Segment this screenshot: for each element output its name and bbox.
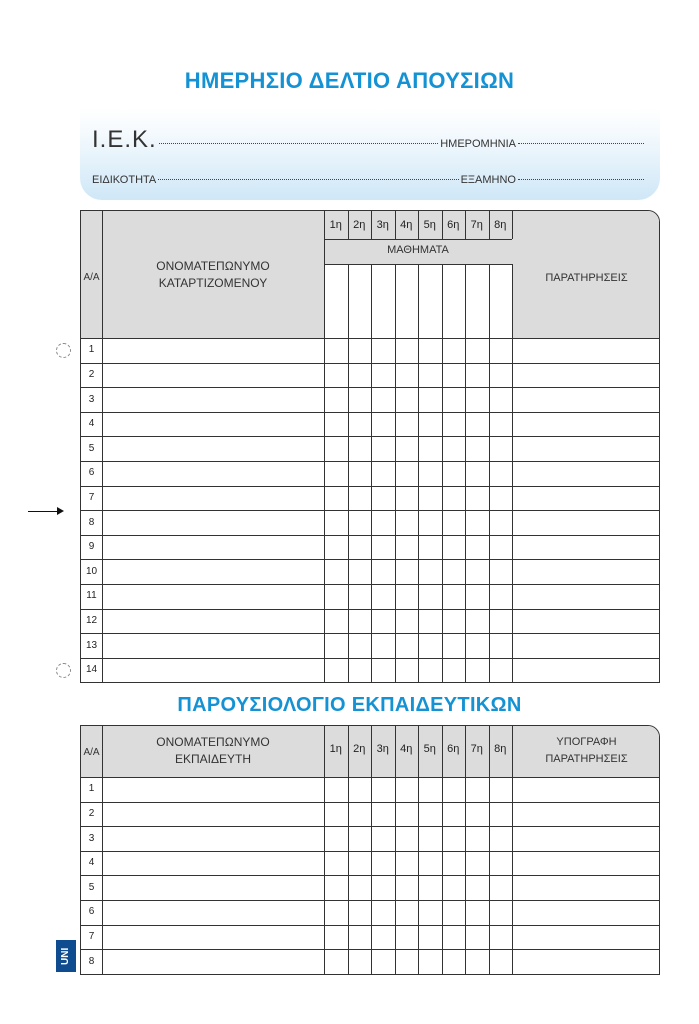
period-cell[interactable] (324, 412, 348, 437)
specialty-field[interactable] (158, 179, 458, 180)
period-cell[interactable] (371, 338, 395, 363)
period-label: 1η (329, 219, 342, 231)
period-label: 4η (400, 219, 413, 231)
period-cell[interactable] (465, 826, 489, 851)
period-cell[interactable] (418, 900, 442, 925)
period-cell[interactable] (489, 875, 513, 900)
period-cell[interactable] (489, 535, 513, 560)
period-cell[interactable] (348, 875, 372, 900)
row-number: 6 (88, 906, 95, 918)
period-cell[interactable] (324, 609, 348, 634)
period-cell[interactable] (348, 338, 372, 363)
period-cell[interactable] (465, 559, 489, 584)
period-cell[interactable] (489, 851, 513, 876)
period-divider (371, 211, 372, 239)
remarks-cell[interactable] (512, 338, 660, 363)
period-cell[interactable] (442, 436, 466, 461)
period-cell[interactable] (348, 461, 372, 486)
period-label: 1η (329, 743, 342, 755)
row-number: 9 (88, 541, 95, 553)
period-label: 8η (494, 219, 507, 231)
period-cell[interactable] (489, 363, 513, 388)
row-number: 8 (88, 955, 95, 967)
period-cell[interactable] (324, 436, 348, 461)
name-cell[interactable] (102, 609, 324, 634)
iek-label: Ι.Ε.Κ. (92, 126, 157, 153)
period-cell[interactable] (371, 461, 395, 486)
period-cell[interactable] (324, 900, 348, 925)
period-label: 5η (423, 743, 436, 755)
period-cell[interactable] (442, 900, 466, 925)
period-cell[interactable] (324, 875, 348, 900)
period-cell[interactable] (324, 826, 348, 851)
name-cell[interactable] (102, 535, 324, 560)
arrow-right-icon (57, 507, 64, 515)
name-cell[interactable] (102, 802, 324, 827)
period-cell[interactable] (465, 461, 489, 486)
period-cell[interactable] (442, 609, 466, 634)
period-cell[interactable] (348, 363, 372, 388)
period-cell[interactable] (418, 461, 442, 486)
period-cell[interactable] (371, 510, 395, 535)
remarks-cell[interactable] (512, 510, 660, 535)
period-cell[interactable] (348, 559, 372, 584)
period-cell[interactable] (348, 510, 372, 535)
remarks-cell[interactable] (512, 875, 660, 900)
period-cell[interactable] (442, 658, 466, 683)
row-number: 6 (88, 467, 95, 479)
period-cell[interactable] (418, 949, 442, 974)
row-number: 2 (88, 368, 95, 380)
remarks-cell[interactable] (512, 535, 660, 560)
period-cell[interactable] (418, 633, 442, 658)
name-cell[interactable] (102, 363, 324, 388)
period-cell[interactable] (395, 363, 419, 388)
period-cell[interactable] (395, 633, 419, 658)
period-cell[interactable] (418, 925, 442, 950)
period-cell[interactable] (442, 633, 466, 658)
period-cell[interactable] (489, 510, 513, 535)
row-number: 2 (88, 807, 95, 819)
period-divider (465, 211, 466, 239)
period-label: 6η (447, 219, 460, 231)
period-cell[interactable] (371, 949, 395, 974)
page-title: ΗΜΕΡΗΣΙΟ ΔΕΛΤΙΟ ΑΠΟΥΣΙΩΝ (184, 68, 515, 93)
period-cell[interactable] (489, 609, 513, 634)
row-number: 12 (85, 614, 98, 626)
name-cell[interactable] (102, 584, 324, 609)
period-cell[interactable] (465, 875, 489, 900)
period-divider (489, 211, 490, 239)
period-cell[interactable] (442, 925, 466, 950)
period-cell[interactable] (395, 559, 419, 584)
period-cell[interactable] (418, 535, 442, 560)
period-cell[interactable] (489, 802, 513, 827)
name-cell[interactable] (102, 851, 324, 876)
period-cell[interactable] (348, 802, 372, 827)
period-cell[interactable] (371, 851, 395, 876)
period-cell[interactable] (395, 925, 419, 950)
period-divider (442, 211, 443, 239)
row-number: 5 (88, 881, 95, 893)
name-cell[interactable] (102, 559, 324, 584)
name-cell[interactable] (102, 412, 324, 437)
remarks-cell[interactable] (512, 486, 660, 511)
period-cell[interactable] (348, 609, 372, 634)
name-cell[interactable] (102, 875, 324, 900)
period-cell[interactable] (371, 387, 395, 412)
period-cell[interactable] (418, 412, 442, 437)
name-cell[interactable] (102, 925, 324, 950)
header-divider (324, 264, 512, 265)
period-cell[interactable] (324, 851, 348, 876)
period-label: 5η (423, 219, 436, 231)
period-cell[interactable] (395, 510, 419, 535)
period-cell[interactable] (442, 802, 466, 827)
period-cell[interactable] (348, 584, 372, 609)
period-cell[interactable] (489, 584, 513, 609)
date-label: ΗΜΕΡΟΜΗΝΙΑ (440, 138, 516, 150)
section-title: ΠΑΡΟΥΣΙΟΛΟΓΙΟ ΕΚΠΑΙΔΕΥΤΙΚΩΝ (177, 694, 522, 716)
period-cell[interactable] (395, 584, 419, 609)
period-cell[interactable] (371, 900, 395, 925)
period-cell[interactable] (324, 584, 348, 609)
period-cell[interactable] (324, 461, 348, 486)
period-cell[interactable] (371, 412, 395, 437)
period-cell[interactable] (348, 900, 372, 925)
period-cell[interactable] (324, 633, 348, 658)
period-cell[interactable] (465, 486, 489, 511)
period-cell[interactable] (324, 559, 348, 584)
period-cell[interactable] (465, 851, 489, 876)
period-cell[interactable] (489, 338, 513, 363)
period-cell[interactable] (395, 436, 419, 461)
period-cell[interactable] (348, 658, 372, 683)
punch-hole-top (56, 343, 71, 358)
period-cell[interactable] (371, 609, 395, 634)
period-cell[interactable] (442, 461, 466, 486)
logo-text: UNI (60, 947, 71, 965)
period-cell[interactable] (442, 412, 466, 437)
name-cell[interactable] (102, 826, 324, 851)
period-cell[interactable] (489, 826, 513, 851)
period-cell[interactable] (395, 851, 419, 876)
period-cell[interactable] (465, 658, 489, 683)
period-label: 2η (353, 743, 366, 755)
period-cell[interactable] (348, 633, 372, 658)
period-cell[interactable] (371, 802, 395, 827)
name-cell[interactable] (102, 486, 324, 511)
period-cell[interactable] (489, 900, 513, 925)
period-cell[interactable] (371, 584, 395, 609)
period-label: 8η (494, 743, 507, 755)
period-cell[interactable] (489, 559, 513, 584)
period-cell[interactable] (371, 436, 395, 461)
period-cell[interactable] (442, 535, 466, 560)
header-divider (324, 239, 512, 240)
remarks-header: ΠΑΡΑΤΗΡΗΣΕΙΣ (545, 272, 628, 284)
period-cell[interactable] (395, 535, 419, 560)
period-label: 3η (376, 219, 389, 231)
period-cell[interactable] (324, 535, 348, 560)
period-cell[interactable] (348, 486, 372, 511)
remarks-cell[interactable] (512, 461, 660, 486)
period-cell[interactable] (324, 338, 348, 363)
name-cell[interactable] (102, 461, 324, 486)
period-cell[interactable] (371, 777, 395, 802)
period-cell[interactable] (489, 486, 513, 511)
period-cell[interactable] (418, 363, 442, 388)
period-label: 2η (353, 219, 366, 231)
period-divider (512, 211, 513, 239)
period-cell[interactable] (348, 826, 372, 851)
period-cell[interactable] (418, 559, 442, 584)
period-cell[interactable] (418, 486, 442, 511)
period-cell[interactable] (395, 609, 419, 634)
name-header-line2: ΚΑΤΑΡΤΙΖΟΜΕΝΟΥ (158, 276, 268, 290)
row-number: 1 (88, 783, 95, 795)
name-header-line2: ΕΚΠΑΙΔΕΥΤΗ (174, 752, 252, 766)
period-cell[interactable] (371, 925, 395, 950)
period-cell[interactable] (418, 510, 442, 535)
period-cell[interactable] (371, 658, 395, 683)
period-cell[interactable] (418, 609, 442, 634)
center-mark-line (28, 511, 58, 512)
row-number: 1 (88, 344, 95, 356)
row-number: 13 (85, 639, 98, 651)
remarks-cell[interactable] (512, 826, 660, 851)
date-field[interactable] (518, 143, 644, 144)
period-cell[interactable] (371, 486, 395, 511)
period-divider (348, 211, 349, 239)
iek-field[interactable] (159, 143, 439, 144)
period-cell[interactable] (348, 387, 372, 412)
period-cell[interactable] (442, 387, 466, 412)
name-header-line1: ΟΝΟΜΑΤΕΠΩΝΥΜΟ (156, 735, 270, 749)
period-cell[interactable] (348, 949, 372, 974)
name-cell[interactable] (102, 338, 324, 363)
period-cell[interactable] (489, 777, 513, 802)
name-cell[interactable] (102, 633, 324, 658)
period-cell[interactable] (324, 510, 348, 535)
remarks-cell[interactable] (512, 387, 660, 412)
teacher-attendance-table (80, 725, 660, 975)
period-cell[interactable] (489, 925, 513, 950)
row-number: 11 (86, 590, 97, 602)
remarks-cell[interactable] (512, 777, 660, 802)
remarks-cell[interactable] (512, 900, 660, 925)
period-divider (395, 211, 396, 239)
period-cell[interactable] (489, 949, 513, 974)
period-cell[interactable] (395, 461, 419, 486)
period-cell[interactable] (489, 436, 513, 461)
semester-label: ΕΞΑΜΗΝΟ (460, 174, 516, 186)
period-cell[interactable] (418, 658, 442, 683)
period-cell[interactable] (465, 535, 489, 560)
period-cell[interactable] (418, 851, 442, 876)
period-cell[interactable] (324, 949, 348, 974)
period-cell[interactable] (371, 875, 395, 900)
row-number: 4 (88, 418, 95, 430)
period-cell[interactable] (324, 387, 348, 412)
period-cell[interactable] (348, 436, 372, 461)
remarks-cell[interactable] (512, 436, 660, 461)
info-box (80, 108, 660, 200)
period-cell[interactable] (324, 925, 348, 950)
period-cell[interactable] (442, 584, 466, 609)
remarks-cell[interactable] (512, 559, 660, 584)
period-cell[interactable] (442, 949, 466, 974)
period-cell[interactable] (348, 925, 372, 950)
row-number: 8 (88, 516, 95, 528)
period-cell[interactable] (348, 412, 372, 437)
period-cell[interactable] (395, 900, 419, 925)
row-number: 10 (85, 565, 98, 577)
period-cell[interactable] (418, 584, 442, 609)
period-cell[interactable] (442, 875, 466, 900)
period-cell[interactable] (324, 658, 348, 683)
row-number: 7 (88, 491, 95, 503)
remarks-cell[interactable] (512, 851, 660, 876)
remarks-cell[interactable] (512, 584, 660, 609)
period-cell[interactable] (489, 633, 513, 658)
name-cell[interactable] (102, 436, 324, 461)
period-cell[interactable] (395, 338, 419, 363)
period-label: 7η (470, 743, 483, 755)
period-cell[interactable] (442, 510, 466, 535)
period-cell[interactable] (371, 826, 395, 851)
signature-header-line1: ΥΠΟΓΡΑΦΗ (556, 736, 617, 748)
period-cell[interactable] (442, 338, 466, 363)
name-cell[interactable] (102, 510, 324, 535)
period-cell[interactable] (442, 486, 466, 511)
row-number: 3 (88, 832, 95, 844)
row-number: 3 (88, 393, 95, 405)
period-cell[interactable] (442, 363, 466, 388)
remarks-cell[interactable] (512, 949, 660, 974)
name-cell[interactable] (102, 387, 324, 412)
period-label: 6η (447, 743, 460, 755)
period-cell[interactable] (442, 559, 466, 584)
info-line-iek (92, 126, 646, 154)
period-cell[interactable] (418, 875, 442, 900)
aa-header: Α/Α (83, 272, 100, 283)
remarks-cell[interactable] (512, 925, 660, 950)
period-cell[interactable] (418, 338, 442, 363)
period-cell[interactable] (465, 777, 489, 802)
period-cell[interactable] (465, 609, 489, 634)
period-cell[interactable] (395, 802, 419, 827)
period-cell[interactable] (371, 363, 395, 388)
period-cell[interactable] (465, 584, 489, 609)
period-label: 3η (376, 743, 389, 755)
period-cell[interactable] (324, 363, 348, 388)
signature-header-line2: ΠΑΡΑΤΗΡΗΣΕΙΣ (545, 753, 628, 765)
name-cell[interactable] (102, 900, 324, 925)
period-cell[interactable] (489, 461, 513, 486)
period-cell[interactable] (395, 658, 419, 683)
period-cell[interactable] (442, 777, 466, 802)
period-cell[interactable] (395, 826, 419, 851)
row-number: 5 (88, 442, 95, 454)
period-cell[interactable] (465, 900, 489, 925)
period-cell[interactable] (371, 633, 395, 658)
period-cell[interactable] (395, 777, 419, 802)
period-cell[interactable] (418, 802, 442, 827)
name-cell[interactable] (102, 777, 324, 802)
absence-table (80, 210, 660, 683)
period-cell[interactable] (324, 802, 348, 827)
period-cell[interactable] (324, 486, 348, 511)
name-header-line1: ΟΝΟΜΑΤΕΠΩΝΥΜΟ (156, 259, 270, 273)
period-cell[interactable] (418, 777, 442, 802)
period-cell[interactable] (465, 387, 489, 412)
period-cell[interactable] (395, 412, 419, 437)
period-cell[interactable] (442, 826, 466, 851)
period-cell[interactable] (418, 436, 442, 461)
lessons-header: ΜΑΘΗΜΑΤΑ (387, 244, 449, 256)
remarks-cell[interactable] (512, 609, 660, 634)
aa-header: Α/Α (83, 747, 100, 758)
semester-field[interactable] (518, 179, 644, 180)
period-cell[interactable] (465, 436, 489, 461)
remarks-cell[interactable] (512, 658, 660, 683)
period-cell[interactable] (395, 486, 419, 511)
punch-hole-bottom (56, 663, 71, 678)
name-cell[interactable] (102, 658, 324, 683)
period-cell[interactable] (489, 658, 513, 683)
period-label: 4η (400, 743, 413, 755)
period-cell[interactable] (465, 412, 489, 437)
remarks-cell[interactable] (512, 802, 660, 827)
period-cell[interactable] (465, 802, 489, 827)
period-cell[interactable] (465, 633, 489, 658)
period-cell[interactable] (348, 777, 372, 802)
period-cell[interactable] (324, 777, 348, 802)
period-cell[interactable] (371, 535, 395, 560)
period-cell[interactable] (465, 510, 489, 535)
specialty-label: ΕΙΔΙΚΟΤΗΤΑ (92, 174, 157, 186)
row-number: 4 (88, 857, 95, 869)
remarks-cell[interactable] (512, 633, 660, 658)
info-line-specialty (92, 174, 646, 186)
period-cell[interactable] (489, 387, 513, 412)
period-cell[interactable] (465, 338, 489, 363)
remarks-cell[interactable] (512, 363, 660, 388)
period-label: 7η (470, 219, 483, 231)
period-cell[interactable] (348, 851, 372, 876)
uni-logo (56, 940, 76, 972)
period-cell[interactable] (442, 851, 466, 876)
period-cell[interactable] (465, 949, 489, 974)
row-number: 14 (85, 664, 98, 676)
period-cell[interactable] (395, 949, 419, 974)
period-cell[interactable] (418, 826, 442, 851)
period-cell[interactable] (489, 412, 513, 437)
period-cell[interactable] (348, 535, 372, 560)
row-number: 7 (88, 930, 95, 942)
period-cell[interactable] (395, 875, 419, 900)
period-divider (418, 211, 419, 239)
period-cell[interactable] (465, 363, 489, 388)
period-cell[interactable] (395, 387, 419, 412)
period-cell[interactable] (465, 925, 489, 950)
period-cell[interactable] (371, 559, 395, 584)
name-cell[interactable] (102, 949, 324, 974)
period-cell[interactable] (418, 387, 442, 412)
remarks-cell[interactable] (512, 412, 660, 437)
